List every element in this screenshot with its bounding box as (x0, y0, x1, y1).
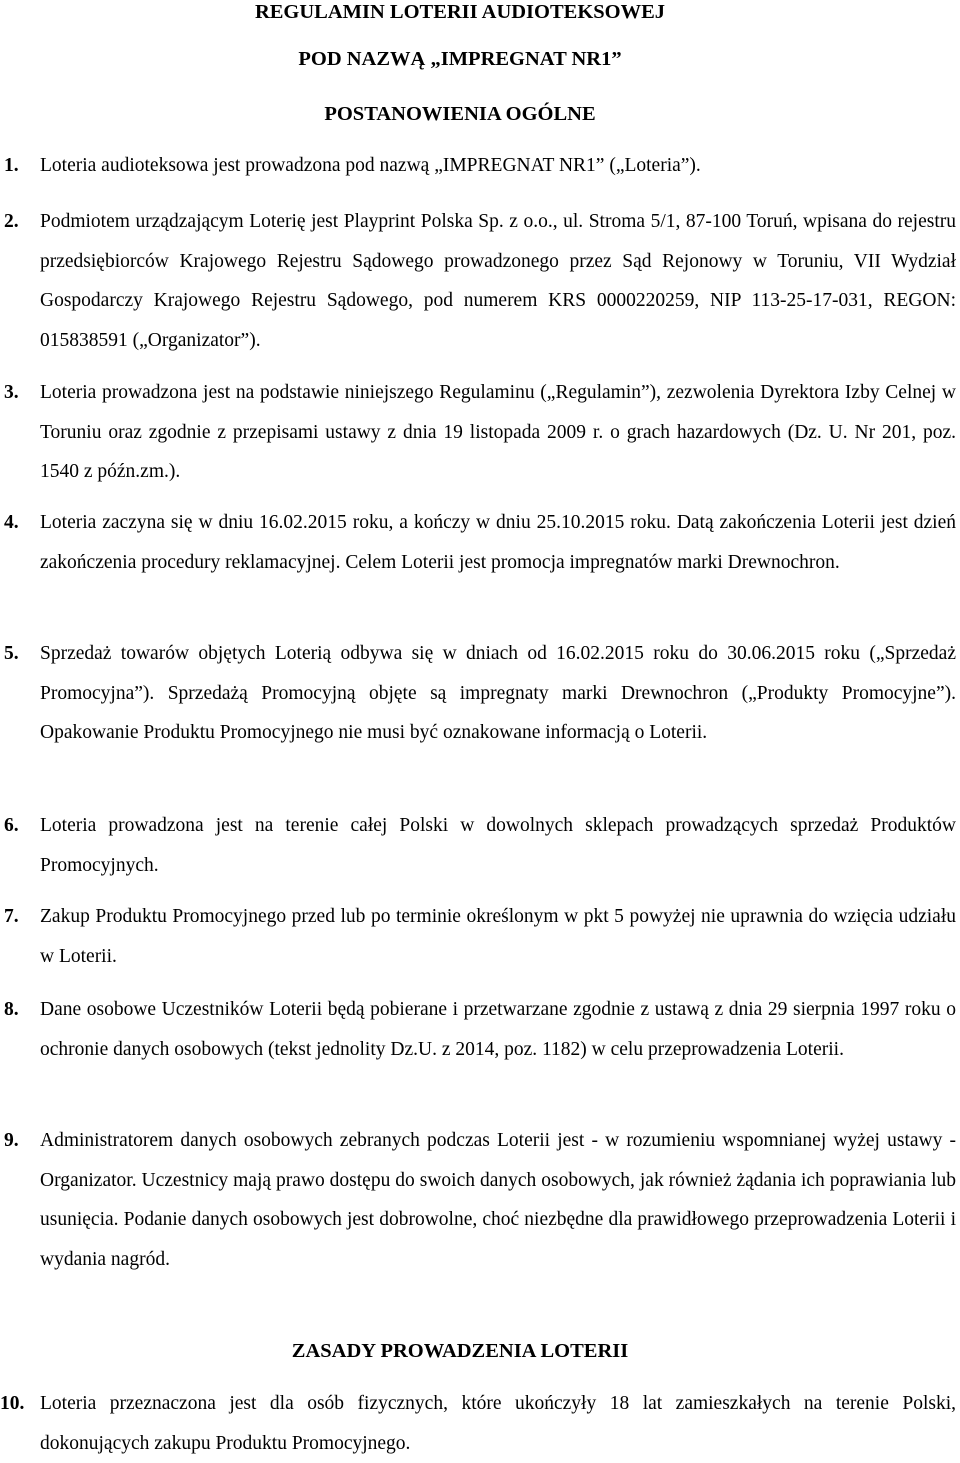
item-text: Loteria zaczyna się w dniu 16.02.2015 roku, a kończy w dniu 25.10.2015 roku. Datą zakończenia Loterii jest dzień zakończenia procedury reklamacyjnej. Celem Loterii jest promocja impregnatów marki Drewnochron. (40, 512, 956, 573)
item-number: 3. (4, 382, 19, 403)
item-text: Zakup Produktu Promocyjnego przed lub po terminie określonym w pkt 5 powyżej nie uprawnia do wzięcia udziału w Loterii. (40, 906, 956, 967)
item-number: 4. (4, 512, 19, 533)
item-text: Administratorem danych osobowych zebranych podczas Loterii jest - w rozumieniu wspomnianej wyżej ustawy - Organizator. Uczestnicy mają prawo dostępu do swoich danych osobowych, jak również żądania ich poprawiania lub usunięcia. Podanie danych osobowych jest dobrowolne, choć niezbędne dla prawidłowego przeprowadzenia Loterii i wydania nagród. (40, 1130, 956, 1270)
item-text: Loteria prowadzona jest na podstawie niniejszego Regulaminu („Regulamin”), zezwolenia Dyrektora Izby Celnej w Toruniu oraz zgodnie z przepisami ustawy z dnia 19 listopada 2009 r. o grach hazardowych (Dz. U. Nr 201, poz. 1540 z późn.zm.). (40, 382, 956, 482)
item-number: 10. (0, 1393, 25, 1414)
section-heading-lottery-rules: ZASADY PROWADZENIA LOTERII (291, 1340, 629, 1362)
item-number: 6. (4, 815, 19, 836)
item-text: Podmiotem urządzającym Loterię jest Playprint Polska Sp. z o.o., ul. Stroma 5/1, 87-100 Toruń, wpisana do rejestru przedsiębiorców Krajowego Rejestru Sądowego prowadzonego przez Sąd Rejonowy w Toruniu, VII Wydział Gospodarczy Krajowego Rejestru Sądowego, pod numerem KRS 0000220259, NIP 113-25-17-031, REGON: 015838591 („Organizator”). (40, 211, 956, 351)
item-number: 2. (4, 211, 19, 232)
item-number: 9. (4, 1130, 19, 1151)
item-number: 8. (4, 999, 19, 1020)
item-text: Sprzedaż towarów objętych Loterią odbywa się w dniach od 16.02.2015 roku do 30.06.2015 roku („Sprzedaż Promocyjna”). Sprzedażą Promocyjną objęte są impregnaty marki Drewnochron („Produkty Promocyjne”). Opakowanie Produktu Promocyjnego nie musi być oznakowane informacją o Loterii. (40, 643, 956, 743)
document-title-line-1: REGULAMIN LOTERII AUDIOTEKSOWEJ (254, 1, 666, 23)
item-number: 5. (4, 643, 19, 664)
item-number: 1. (4, 155, 19, 176)
item-text: Dane osobowe Uczestników Loterii będą pobierane i przetwarzane zgodnie z ustawą z dnia 29 sierpnia 1997 roku o ochronie danych osobowych (tekst jednolity Dz.U. z 2014, poz. 1182) w celu przeprowadzenia Loterii. (40, 999, 956, 1060)
item-text: Loteria audioteksowa jest prowadzona pod nazwą „IMPREGNAT NR1” („Loteria”). (40, 155, 701, 176)
item-number: 7. (4, 906, 19, 927)
section-heading-general-provisions: POSTANOWIENIA OGÓLNE (324, 103, 596, 125)
item-text: Loteria przeznaczona jest dla osób fizycznych, które ukończyły 18 lat zamieszkałych na terenie Polski, dokonujących zakupu Produktu Promocyjnego. (40, 1393, 956, 1454)
document-title-line-2: POD NAZWĄ „IMPREGNAT NR1” (298, 48, 622, 70)
item-text: Loteria prowadzona jest na terenie całej Polski w dowolnych sklepach prowadzących sprzedaż Produktów Promocyjnych. (40, 815, 956, 876)
